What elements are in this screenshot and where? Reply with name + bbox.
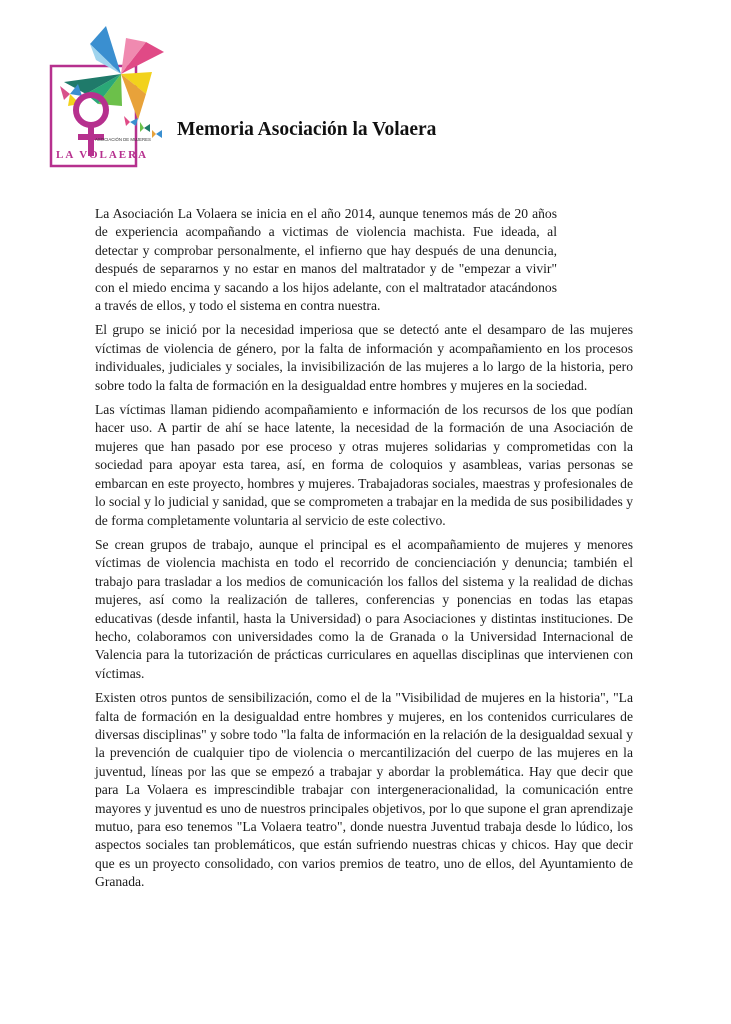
- paragraph-3: Las víctimas llaman pidiendo acompañamiento e información de los recursos de los que podían hacer uso. A partir de ahí se hace latente, la necesidad de la formación de una Asociación de mujeres que han pasado por ese proceso y otras mujeres solidarias y comprometidas con la sociedad para apoyar esta tarea, así, en forma de coloquios y asambleas, varias personas se embarcan en este proyecto, hombres y mujeres. Trabajadoras sociales, maestras y profesionales de lo social y lo judicial y sanidad, que se comprometen a trabajar en la medida de sus posibilidades y de forma completamente voluntaria al servicio de este colectivo.: [95, 402, 633, 528]
- association-logo: [46, 24, 176, 174]
- pinwheel-venus-logo: [46, 24, 176, 174]
- logo-text-line1: ASOCIACIÓN DE MUJERES: [95, 137, 151, 142]
- logo-text-line2: LA VOLAERA: [56, 149, 149, 161]
- document-title: Memoria Asociación la Volaera: [177, 119, 437, 140]
- paragraph-2: El grupo se inició por la necesidad imperiosa que se detectó ante el desamparo de las mujeres víctimas de violencia de género, por la falta de información y acompañamiento en los procesos individuales, judiciales y sociales, la invisibilización de las mujeres a lo largo de la historia, pero sobre todo la falta de formación en la desigualdad entre hombres y mujeres en la sociedad.: [95, 322, 633, 393]
- paragraph-1: La Asociación La Volaera se inicia en el año 2014, aunque tenemos más de 20 años de experiencia acompañando a victimas de violencia machista. Fue ideada, al detectar y comprobar personalmente, el infierno que hay después de una denuncia, después de separarnos y no estar en manos del maltratador y de "empezar a vivir" con el miedo encima y sacando a los hijos adelante, con el maltratador atacándonos a través de ellos, y todo el sistema en contra nuestra.: [95, 206, 557, 314]
- paragraph-5: Existen otros puntos de sensibilización, como el de la "Visibilidad de mujeres en la historia", "La falta de formación en la desigualdad entre hombres y mujeres, en los contenidos curriculares de diversas disciplinas" y sobre todo "la falta de información en la relación de la desigualdad sexual y la prevención de cualquier tipo de violencia o mercantilización del cuerpo de las mujeres en la juventud, líneas por las que se empezó a trabajar y abordar la problemática. Hay que decir que para La Volaera es imprescindible trabajar con intergeneracionalidad, la comunicación entre mayores y juventud es uno de nuestros principales objetivos, por lo que supone el gran aprendizaje mutuo, para eso tenemos "La Volaera teatro", donde nuestra Juventud trabaja desde lo lúdico, los aspectos sociales tan problemáticos, que están sufriendo nuestras chicas y chicos. Hay que decir que es un proyecto consolidado, con varios premios de teatro, uno de ellos, del Ayuntamiento de Granada.: [95, 690, 633, 890]
- document-body: [95, 205, 633, 898]
- paragraph-4: Se crean grupos de trabajo, aunque el principal es el acompañamiento de mujeres y menores víctimas de violencia machista en todo el recorrido de concienciación y denuncia; también el trabajo para trasladar a los medios de comunicación los fallos del sistema y la realidad de dichas mujeres, así como la realización de talleres, conferencias y ponencias en todas las etapas educativas (desde infantil, hasta la Universidad) o para Asociaciones y distintas instituciones. De hecho, colaboramos con universidades como la de Granada o la Universidad Internacional de Valencia para la tutorización de prácticas curriculares en aquellas disciplinas que intervienen con víctimas.: [95, 536, 633, 681]
- venus-symbol-icon: [76, 95, 106, 156]
